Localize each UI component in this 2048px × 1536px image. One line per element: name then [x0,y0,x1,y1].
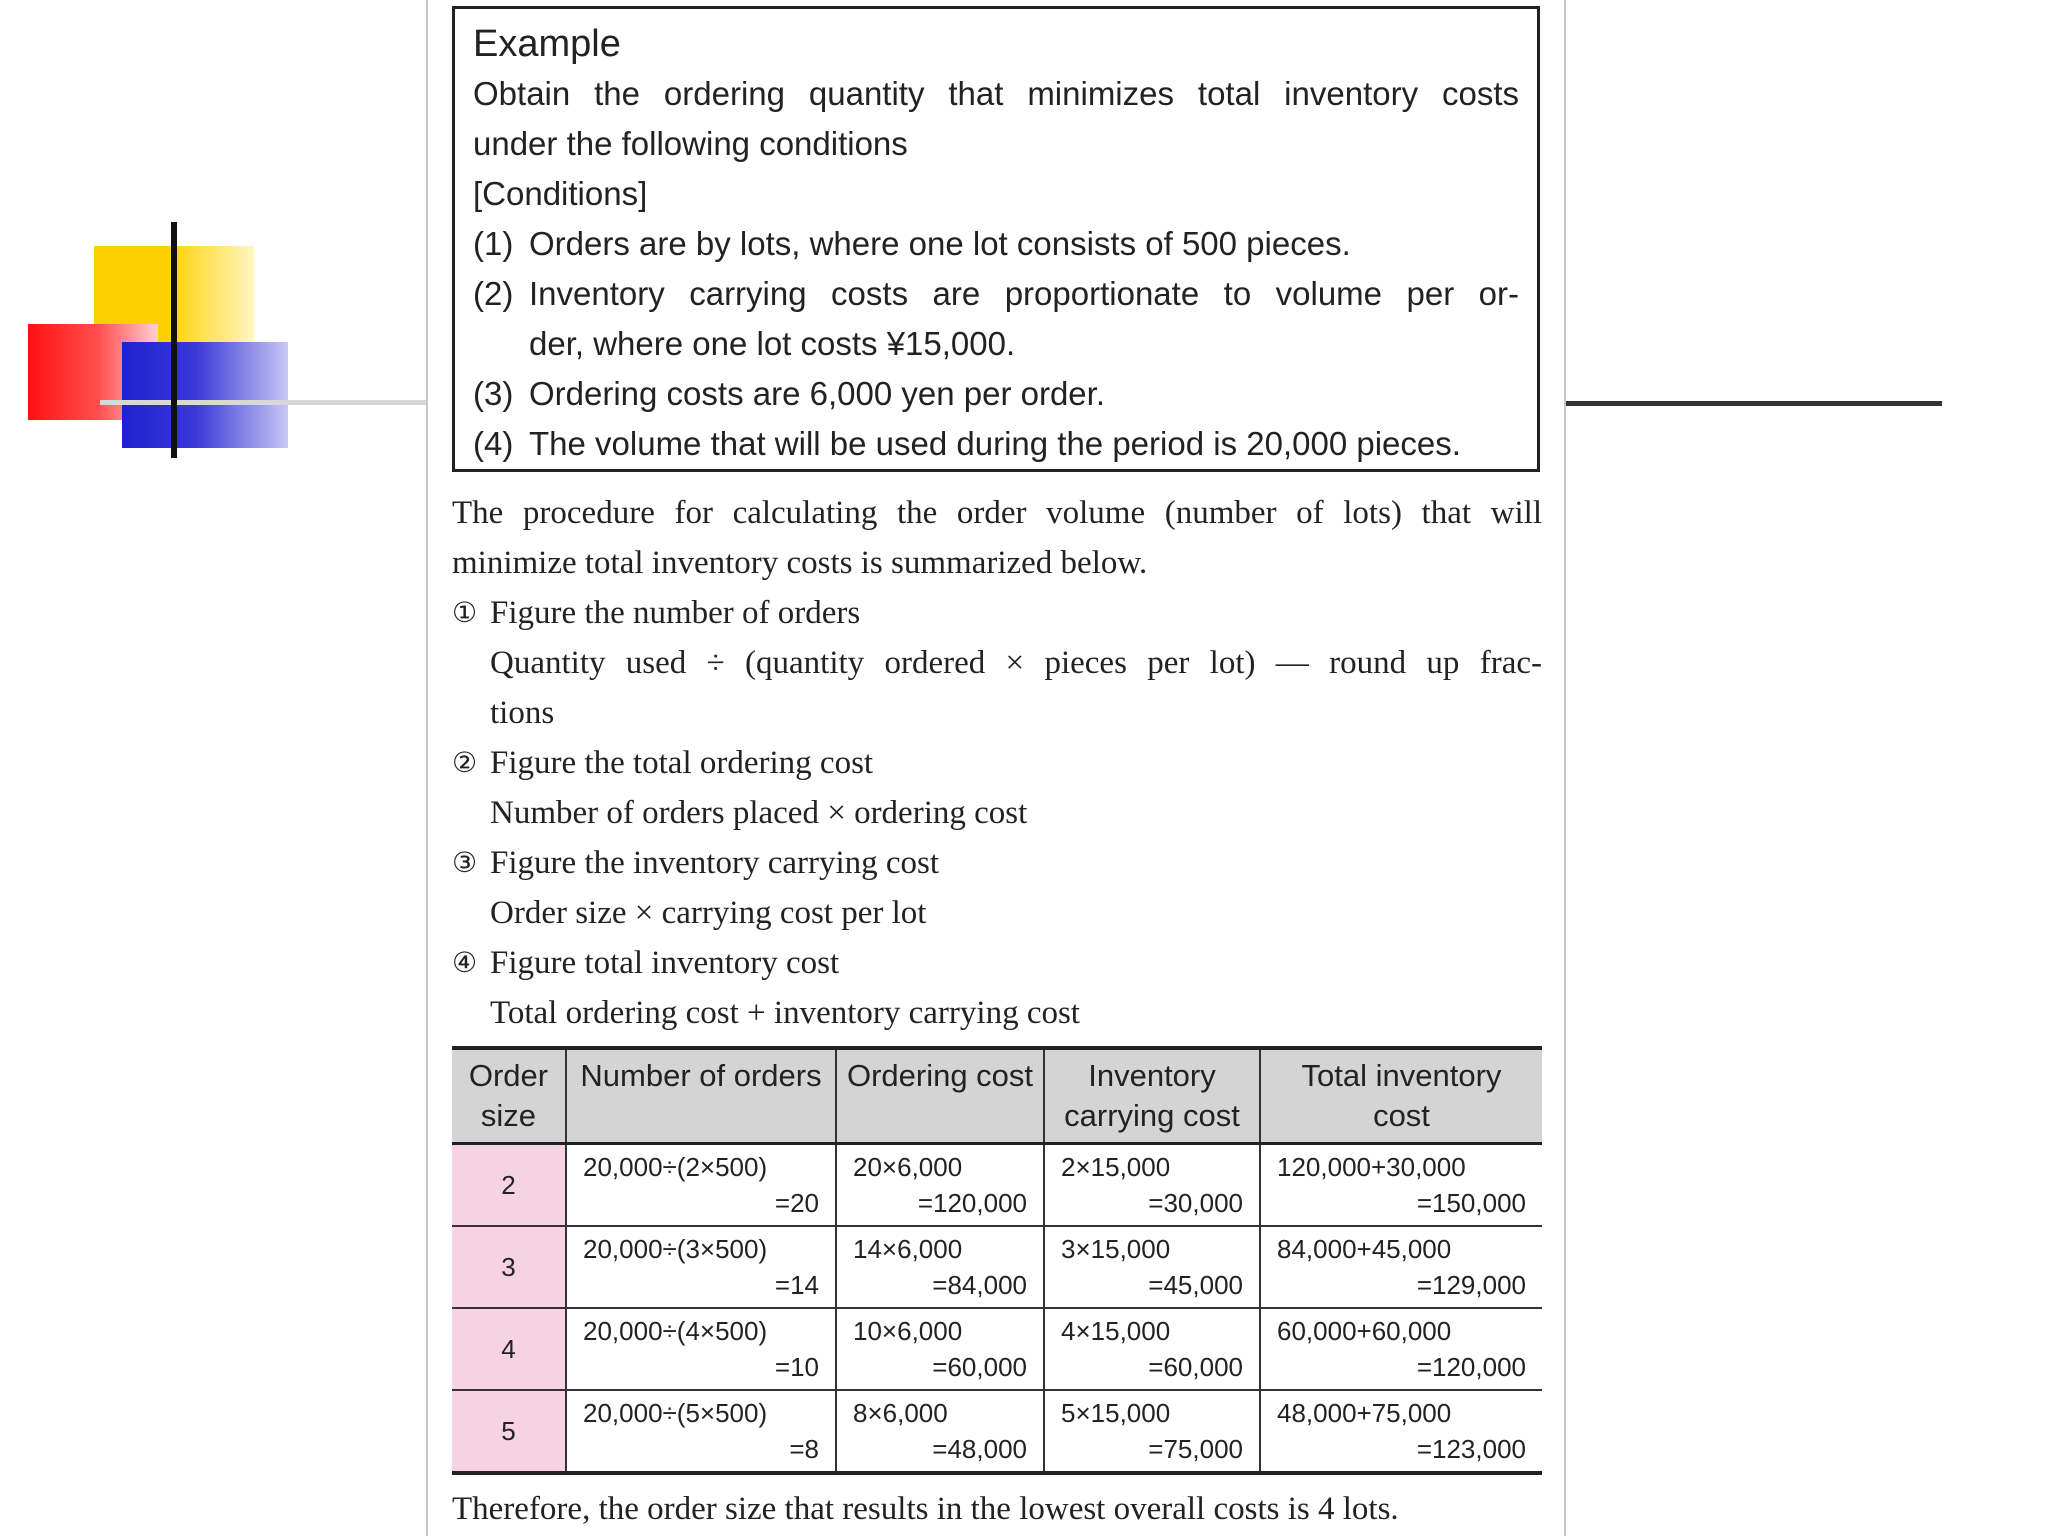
table-row [452,1226,1542,1308]
example-title: Example [473,23,621,65]
header-order-size: Order size [452,1048,566,1144]
procedure-step [452,738,1542,788]
step-marker: ① [452,596,478,629]
example-intro-line-1: Obtain the ordering quantity that minimizes total inventory costs [473,75,1519,112]
condition-item-continuation [473,319,1519,369]
step-marker: ④ [452,946,478,979]
condition-number: (4) [473,425,514,462]
table-cell: 5×15,000 =75,000 [1044,1390,1260,1473]
step-detail: Order size × carrying cost per lot [490,895,927,931]
table-cell: 20,000÷(4×500) =10 [566,1308,836,1390]
decorative-blue-square [122,342,288,448]
procedure-intro-line-2: minimize total inventory costs is summarized below. [452,545,1148,581]
example-box [452,6,1540,472]
conditions-label: [Conditions] [473,175,648,212]
order-size-cell: 5 [452,1390,566,1473]
calculation-table [452,1046,1542,1475]
table-cell: 120,000+30,000 =150,000 [1260,1144,1542,1227]
table-cell: 20,000÷(2×500) =20 [566,1144,836,1227]
table-row [452,1390,1542,1473]
header-ordering-cost: Ordering cost [836,1048,1044,1144]
table-header-row [452,1048,1542,1144]
step-title: Figure the inventory carrying cost [490,845,940,881]
header-number-of-orders: Number of orders [566,1048,836,1144]
condition-item [473,369,1519,419]
header-total-inventory-cost: Total inventory cost [1260,1048,1542,1144]
table-cell: 14×6,000 =84,000 [836,1226,1044,1308]
order-size-cell: 2 [452,1144,566,1227]
step-detail: Number of orders placed × ordering cost [490,795,1028,831]
decorative-vertical-rule [171,222,177,458]
procedure-step [452,588,1542,638]
condition-text: The volume that will be used during the period is 20,000 pieces. [529,425,1461,462]
conclusion-text: Therefore, the order size that results in the lowest overall costs is 4 lots. [452,1491,1399,1527]
step-title: Figure the total ordering cost [490,745,874,781]
procedure-step [452,838,1542,888]
condition-text: der, where one lot costs ¥15,000. [529,325,1016,362]
condition-number: (2) [473,275,514,312]
example-intro-line-2: under the following conditions [473,125,908,162]
procedure-step [452,938,1542,988]
table-cell: 20×6,000 =120,000 [836,1144,1044,1227]
procedure-section [452,488,1542,1038]
table-cell: 4×15,000 =60,000 [1044,1308,1260,1390]
step-detail: Quantity used ÷ (quantity ordered × pieces per lot) — round up frac- [490,645,1542,681]
order-size-cell: 4 [452,1308,566,1390]
table-cell: 10×6,000 =60,000 [836,1308,1044,1390]
decorative-left-rule [100,400,426,405]
condition-text: Inventory carrying costs are proportionate to volume per or- [529,275,1519,312]
step-title: Figure the number of orders [490,595,861,631]
header-inventory-carrying-cost: Inventory carrying cost [1044,1048,1260,1144]
step-marker: ② [452,746,478,779]
condition-number: (1) [473,225,514,262]
table-row [452,1308,1542,1390]
decorative-right-rule [1562,401,1942,406]
step-marker: ③ [452,846,478,879]
order-size-cell: 3 [452,1226,566,1308]
table-cell: 84,000+45,000 =129,000 [1260,1226,1542,1308]
table-cell: 60,000+60,000 =120,000 [1260,1308,1542,1390]
procedure-intro-line-1: The procedure for calculating the order volume (number of lots) that will [452,495,1542,531]
condition-item [473,419,1519,469]
table-row [452,1144,1542,1227]
condition-item [473,269,1519,319]
condition-text: Orders are by lots, where one lot consists of 500 pieces. [529,225,1351,262]
step-title: Figure total inventory cost [490,945,840,981]
step-detail: Total ordering cost + inventory carrying cost [490,995,1080,1031]
condition-item [473,219,1519,269]
condition-text: Ordering costs are 6,000 yen per order. [529,375,1105,412]
document-page [426,0,1566,1536]
table-cell: 48,000+75,000 =123,000 [1260,1390,1542,1473]
table-cell: 20,000÷(3×500) =14 [566,1226,836,1308]
table-cell: 3×15,000 =45,000 [1044,1226,1260,1308]
table-cell: 20,000÷(5×500) =8 [566,1390,836,1473]
step-detail: tions [490,695,555,731]
table-cell: 2×15,000 =30,000 [1044,1144,1260,1227]
condition-number: (3) [473,375,514,412]
table-cell: 8×6,000 =48,000 [836,1390,1044,1473]
